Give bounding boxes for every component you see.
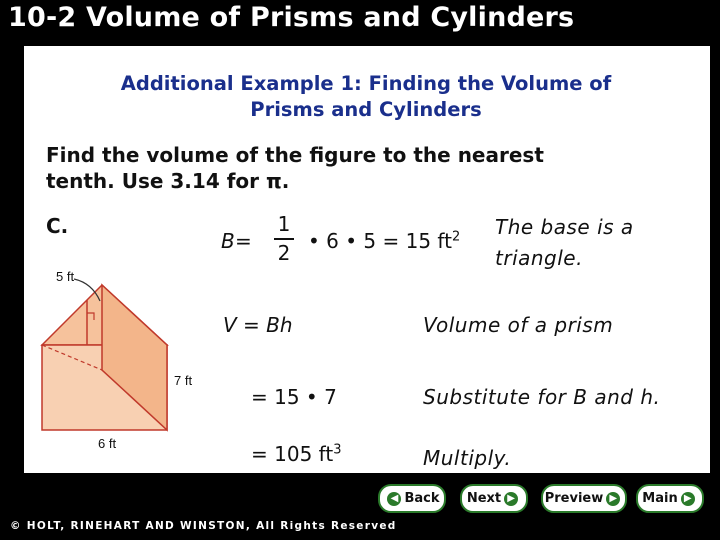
prompt-line1: Find the volume of the figure to the nearest — [46, 143, 544, 167]
volume-note: Volume of a prism — [423, 313, 614, 337]
lesson-title: 10-2 Volume of Prisms and Cylinders — [8, 2, 575, 33]
substitute-expression: = 15 • 7 — [251, 385, 337, 409]
preview-label: Preview — [544, 491, 604, 506]
fraction-numerator: 1 — [277, 212, 291, 236]
result-text: = 105 ft — [251, 442, 334, 466]
result-exponent: 3 — [333, 442, 342, 458]
label-length: 7 ft — [174, 373, 193, 388]
b-note-line2: triangle. — [495, 246, 583, 270]
b-note-line1: The base is a — [495, 215, 634, 239]
back-label: Back — [404, 491, 440, 506]
back-button[interactable] — [378, 484, 446, 513]
b-expression-text: • 6 • 5 = 15 ft — [308, 229, 452, 253]
prompt-line2: tenth. Use 3.14 for π. — [46, 169, 290, 193]
copyright-footer: © HOLT, RINEHART AND WINSTON, All Rights Reserved — [10, 520, 397, 532]
back-arrow-icon: ◀ — [387, 492, 401, 506]
problem-prompt — [46, 142, 544, 194]
fraction-bar — [274, 238, 294, 240]
triangular-prism-figure — [32, 265, 212, 459]
header-bar — [0, 0, 720, 46]
example-title — [66, 71, 666, 123]
b-unit-exponent: 2 — [451, 229, 461, 245]
preview-arrow-icon: ▶ — [606, 492, 620, 506]
label-base: 6 ft — [98, 436, 117, 451]
part-label: C. — [46, 214, 69, 238]
preview-button[interactable] — [541, 484, 627, 513]
b-equals: = — [235, 229, 252, 253]
next-label: Next — [466, 491, 502, 506]
next-button[interactable] — [460, 484, 528, 513]
example-title-line2: Prisms and Cylinders — [250, 98, 482, 121]
b-variable: B — [221, 229, 235, 253]
main-arrow-icon: ▶ — [681, 492, 695, 506]
label-height: 5 ft — [56, 269, 75, 284]
example-title-line1: Additional Example 1: Finding the Volume of — [120, 72, 612, 95]
substitute-note: Substitute for B and h. — [423, 385, 661, 409]
volume-formula: V = Bh — [223, 313, 293, 337]
result-expression — [251, 442, 341, 466]
main-button[interactable] — [636, 484, 704, 513]
main-label: Main — [642, 491, 678, 506]
fraction-denominator: 2 — [277, 241, 291, 265]
prism-drawing — [32, 265, 212, 455]
next-arrow-icon: ▶ — [504, 492, 518, 506]
result-note: Multiply. — [423, 446, 512, 470]
b-expression — [308, 229, 460, 253]
